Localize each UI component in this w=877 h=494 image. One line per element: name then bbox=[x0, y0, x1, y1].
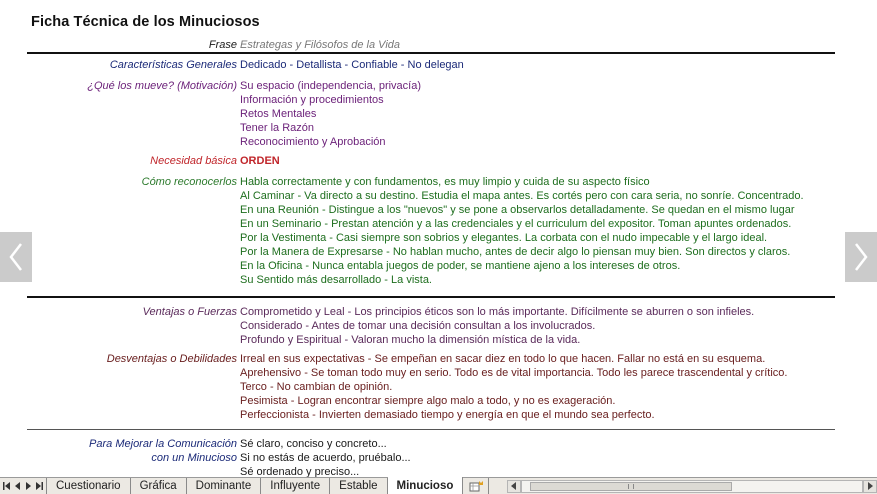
tab-influyente[interactable]: Influyente bbox=[261, 478, 330, 494]
desventajas-line: Irreal en sus expectativas - Se empeñan en sacar diez en todo lo que hacen. Fallar no está en su esquema. bbox=[240, 353, 766, 365]
desventajas-line: Terco - No cambian de opinión. bbox=[240, 381, 393, 393]
tab-minucioso[interactable]: Minucioso bbox=[388, 477, 464, 494]
scroll-track[interactable] bbox=[521, 480, 863, 493]
desventajas-line: Perfeccionista - Invierten demasiado tiempo y energía en que el mundo sea perfecto. bbox=[240, 409, 655, 421]
next-sheet-button[interactable] bbox=[24, 481, 32, 491]
motivacion-label: ¿Qué los mueve? (Motivación) bbox=[87, 80, 237, 92]
ventajas-label: Ventajas o Fuerzas bbox=[142, 306, 237, 318]
page-title: Ficha Técnica de los Minuciosos bbox=[31, 14, 260, 30]
reconocerlos-line: Por la Manera de Expresarse - No hablan mucho, antes de decir algo lo piensan muy bien. Son directos y claros. bbox=[240, 246, 791, 258]
last-sheet-button[interactable] bbox=[35, 481, 43, 491]
scroll-right-button[interactable] bbox=[863, 480, 877, 493]
tab-estable[interactable]: Estable bbox=[330, 478, 387, 494]
caracteristicas-label: Características Generales bbox=[109, 59, 237, 71]
reconocerlos-line: En un Seminario - Prestan atención y a las credenciales y el curriculum del expositor. Toman apuntes ordenados. bbox=[240, 218, 792, 230]
comunicacion-label-line: con un Minucioso bbox=[151, 452, 237, 464]
reconocerlos-line: Habla correctamente y con fundamentos, es muy limpio y cuida de su aspecto físico bbox=[240, 176, 650, 188]
reconocerlos-line: En la Oficina - Nunca entabla juegos de poder, se mantiene ajeno a los intereses de otros. bbox=[240, 260, 681, 272]
scroll-thumb[interactable] bbox=[530, 482, 732, 491]
comunicacion-values bbox=[240, 437, 411, 477]
reconocerlos-label: Cómo reconocerlos bbox=[141, 176, 237, 188]
comunicacion-line: Sé claro, conciso y concreto... bbox=[240, 438, 387, 450]
motivacion-values bbox=[240, 79, 421, 149]
necesidad-label: Necesidad básica bbox=[150, 155, 237, 167]
desventajas-label: Desventajas o Debilidades bbox=[106, 353, 237, 365]
chevron-left-icon bbox=[7, 241, 25, 273]
reconocerlos-values bbox=[240, 175, 804, 287]
motivacion-line: Información y procedimientos bbox=[240, 94, 384, 106]
motivacion-line: Tener la Razón bbox=[240, 122, 314, 134]
tab-scroll-buttons bbox=[0, 478, 46, 494]
prev-sheet-button[interactable] bbox=[14, 481, 22, 491]
motivacion-line: Retos Mentales bbox=[240, 108, 317, 120]
scroll-left-button[interactable] bbox=[507, 480, 521, 493]
ventajas-line: Profundo y Espiritual - Valoran mucho la dimensión mística de la vida. bbox=[240, 334, 581, 346]
next-image-button[interactable] bbox=[845, 232, 877, 282]
tab-cuestionario[interactable]: Cuestionario bbox=[46, 478, 131, 494]
insert-sheet-button[interactable] bbox=[463, 478, 489, 494]
comunicacion-line: Si no estás de acuerdo, pruébalo... bbox=[240, 452, 411, 464]
sheet-tabs bbox=[46, 478, 463, 494]
desventajas-line: Aprehensivo - Se toman todo muy en serio. Todo es de vital importancia. Todo les parece trascendental y crítico. bbox=[240, 367, 788, 379]
ventajas-values bbox=[240, 305, 754, 347]
ventajas-line: Comprometido y Leal - Los principios éticos son lo más importante. Difícilmente se aburren o son infieles. bbox=[240, 306, 755, 318]
divider-frase bbox=[27, 52, 835, 54]
ventajas-line: Considerado - Antes de tomar una decisión consultan a los involucrados. bbox=[240, 320, 596, 332]
frase-label: Frase bbox=[208, 39, 237, 51]
scroll-grip bbox=[628, 484, 634, 489]
prev-image-button[interactable] bbox=[0, 232, 32, 282]
comunicacion-label bbox=[89, 437, 237, 465]
chevron-right-icon bbox=[852, 241, 870, 273]
motivacion-line: Su espacio (independencia, privacía) bbox=[240, 80, 422, 92]
first-sheet-button[interactable] bbox=[3, 481, 11, 491]
desventajas-values bbox=[240, 352, 787, 422]
caracteristicas-value: Dedicado - Detallista - Confiable - No delegan bbox=[240, 59, 464, 71]
insert-sheet-icon bbox=[469, 481, 483, 492]
tab-grafica[interactable]: Gráfica bbox=[131, 478, 187, 494]
reconocerlos-line: Por la Vestimenta - Casi siempre son sobrios y elegantes. La corbata con el nudo impecable y el largo ideal. bbox=[240, 232, 768, 244]
comunicacion-line: Sé ordenado y preciso... bbox=[240, 466, 360, 477]
horizontal-scrollbar[interactable] bbox=[489, 478, 877, 494]
comunicacion-label-line: Para Mejorar la Comunicación bbox=[89, 438, 237, 450]
divider-desventajas bbox=[27, 429, 835, 430]
desventajas-line: Pesimista - Logran encontrar siempre algo malo a todo, y no es exageración. bbox=[240, 395, 616, 407]
tab-dominante[interactable]: Dominante bbox=[187, 478, 262, 494]
reconocerlos-line: En una Reunión - Distingue a los "nuevos" y se pone a observarlos detalladamente. Se quedan en el mismo lugar bbox=[240, 204, 795, 216]
necesidad-value: ORDEN bbox=[240, 155, 280, 167]
divider-reconocerlos bbox=[27, 296, 835, 298]
frase-value: Estrategas y Filósofos de la Vida bbox=[240, 39, 400, 51]
reconocerlos-line: Su Sentido más desarrollado - La vista. bbox=[240, 274, 432, 286]
reconocerlos-line: Al Caminar - Va directo a su destino. Estudia el mapa antes. Es cortés pero con cara seria, no sonríe. Concentrado. bbox=[240, 190, 804, 202]
motivacion-line: Reconocimiento y Aprobación bbox=[240, 136, 386, 148]
sheet-tab-bar bbox=[0, 477, 877, 494]
